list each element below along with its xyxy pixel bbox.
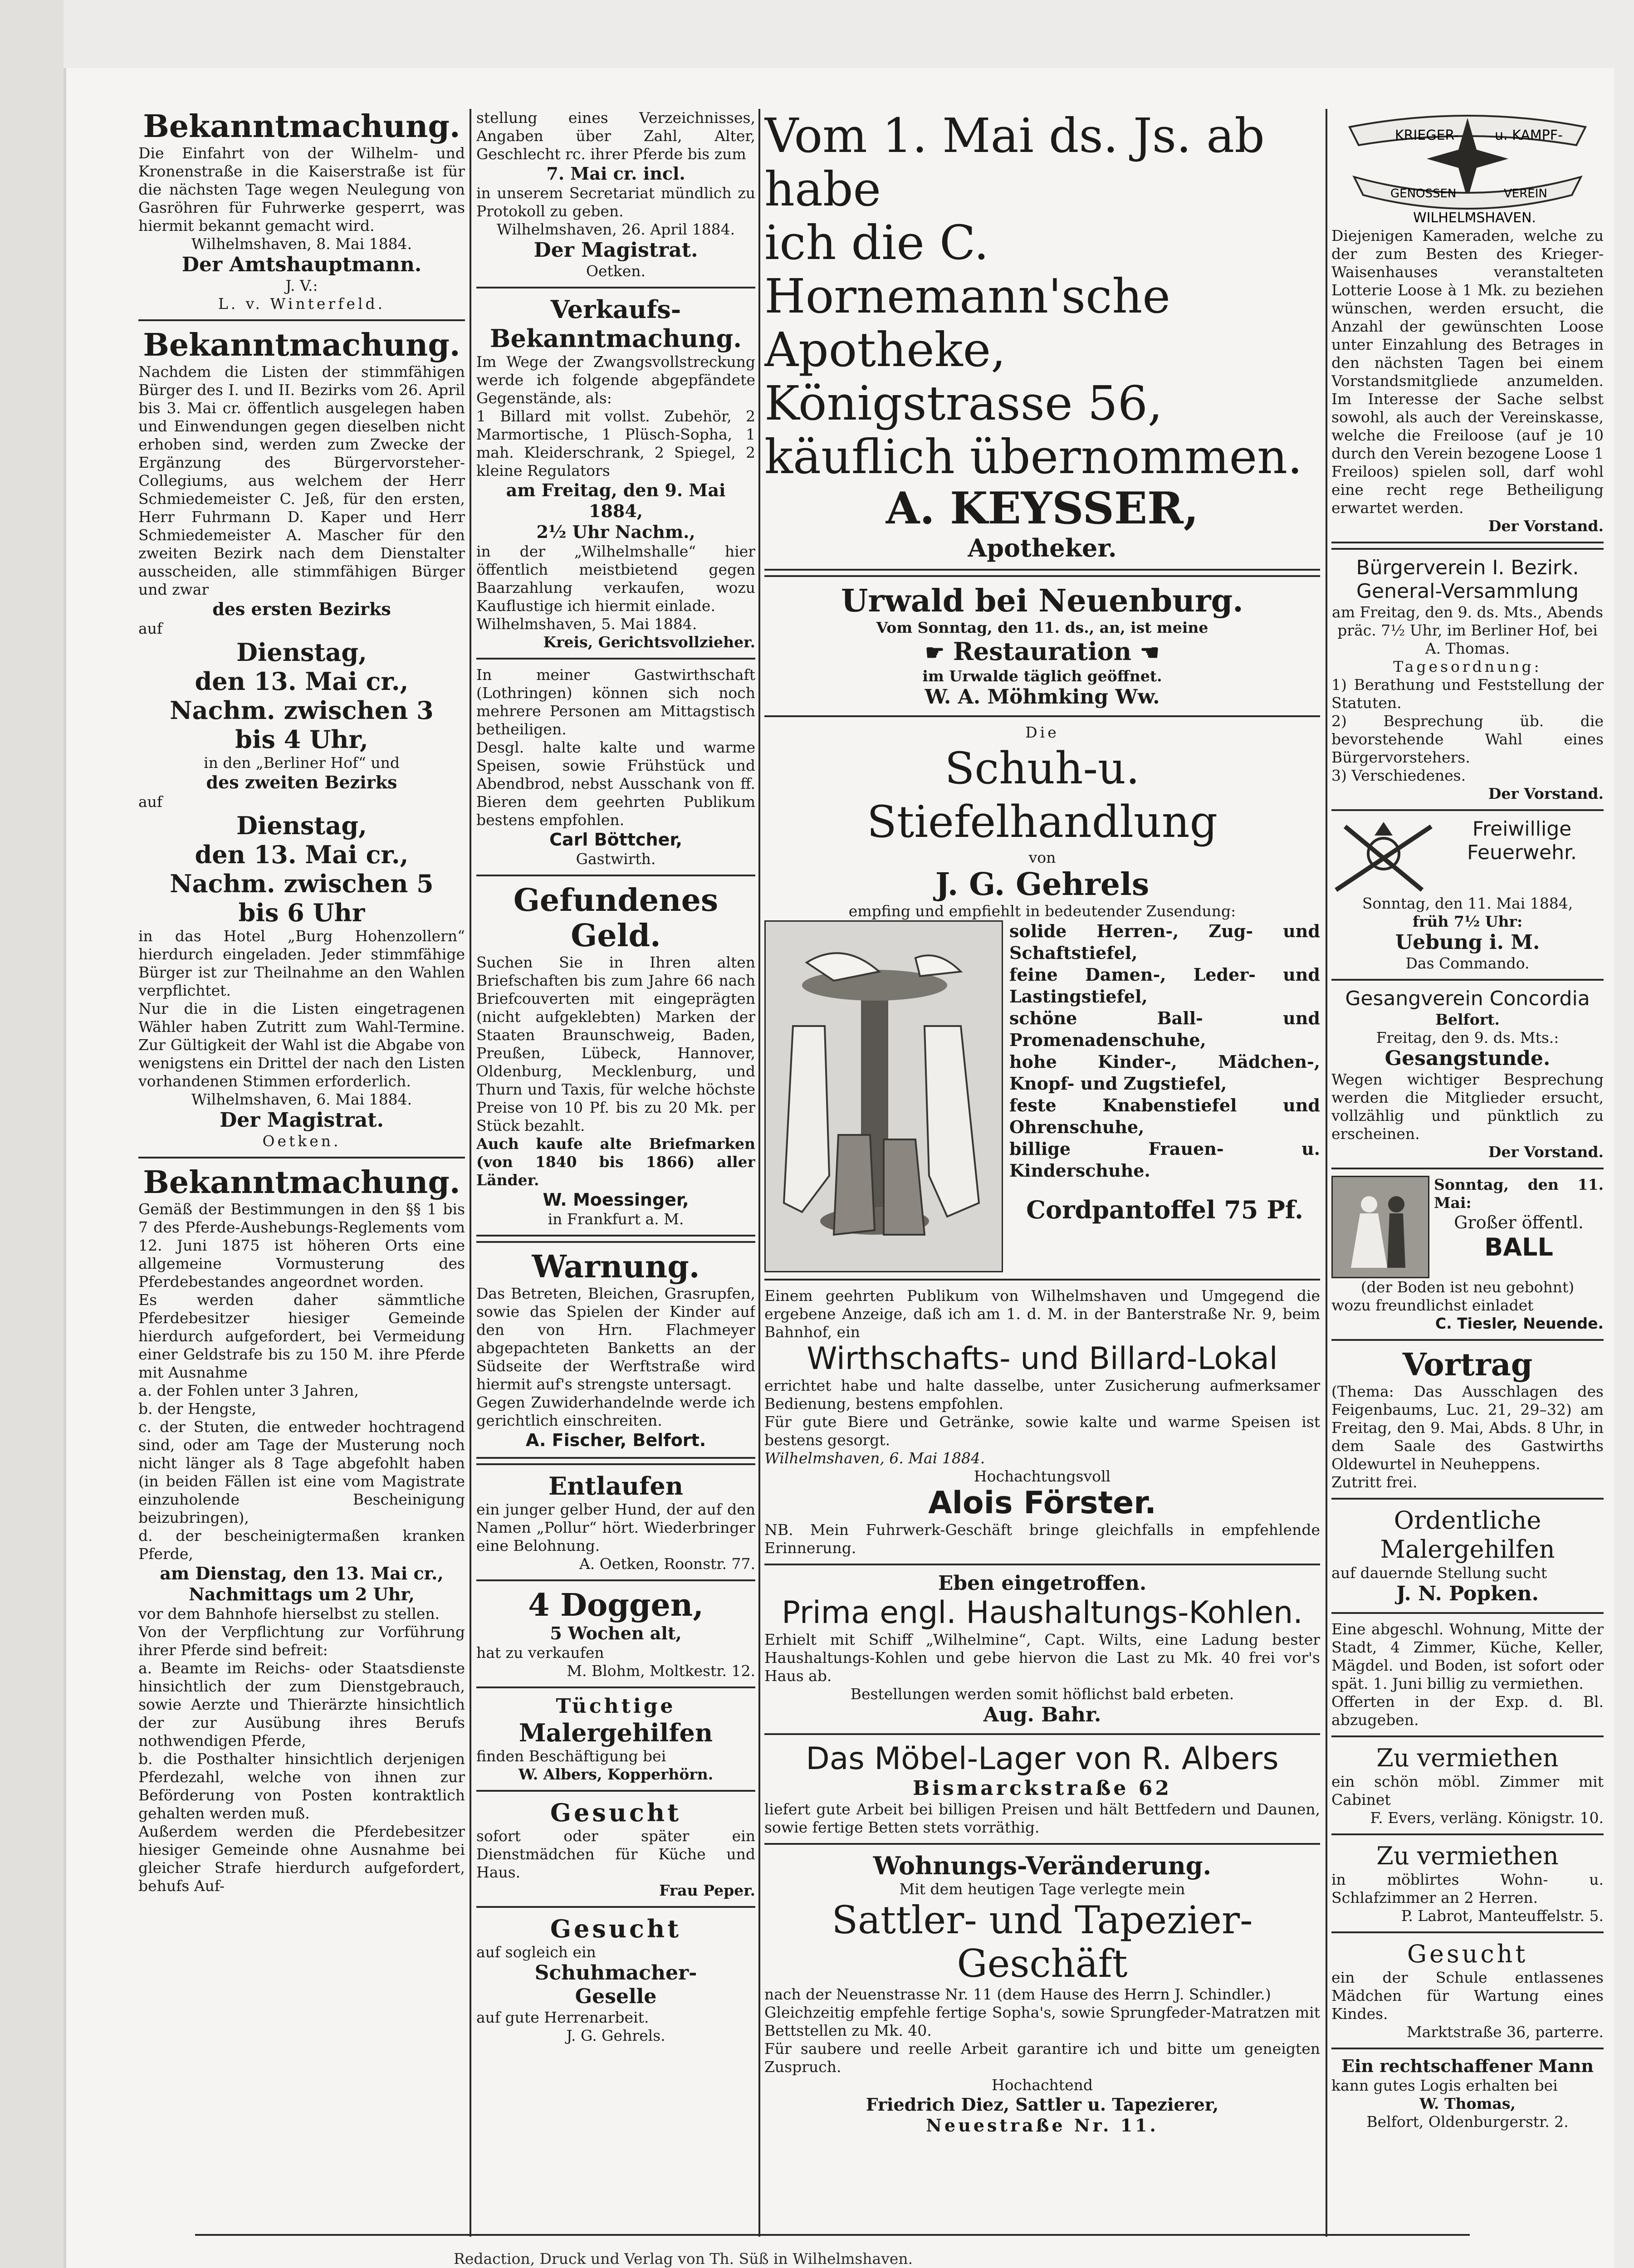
ad-name: A. KEYSSER, [885,483,1199,534]
ad-for-rent-2 [1331,1842,1604,1925]
notice-auf: auf [138,793,163,811]
emblem-city: WILHELMSHAVEN. [1413,210,1536,226]
ad-signature: F. Evers, verläng. Königstr. 10. [1370,1809,1604,1827]
ad-pre: Eben eingetroffen. [938,1572,1147,1595]
ad-subtitle: 5 Wochen alt, [550,1623,682,1643]
notice-body: Die Einfahrt von der Wilhelm- und Kronenstraße in die Kaiserstraße ist für die nächsten Tage wegen Neulegung von Gasröhren für Fuhrwerke gesperrt, was hiermit bekannt gemacht wird. [138,144,465,235]
ad-intro: empfing und empfiehlt in bedeutender Zusendung: [848,902,1236,920]
ad-body: im Urwalde täglich geöffnet. [922,667,1162,685]
fire-brigade-emblem [1331,817,1436,894]
column-rule [1326,109,1327,2237]
ad-found-money [476,883,755,1228]
ad-signature: Der Vorstand. [1488,517,1604,535]
notice-body: in der „Wilhelmshalle“ hier öffentlich meistbietend gegen Baarzahlung verkaufen, wozu Kauflustige ich hiermit einlade. [476,543,755,615]
ad-title: Das Möbel-Lager von R. Albers [806,1741,1279,1777]
election-place: in das Hotel „Burg Hohenzollern“ hierdurch eingeladen. Jeder stimmfähige Bürger ist zur Theilnahme an den Wahlen verpflichtet. [138,927,465,999]
ad-place: Belfort. [1435,1011,1500,1028]
district-label: des ersten Bezirks [212,599,391,619]
ad-signature: Der Vorstand. [1488,1143,1604,1161]
notice-signature: Oetken. [262,1132,341,1150]
ad-name: Carl Böttcher, [549,830,682,850]
election-time: bis 6 Uhr [238,898,365,927]
list-item: c. der Stuten, die entweder hochtragend sind, oder am Tage der Musterung noch nicht länger als 8 Tage abgefohlt haben (in beiden Fällen ist eine vom Magistrate einzuholende Bescheinigung beizubringen), [138,1418,465,1526]
ad-title: Sattler- und Tapezier-Geschäft [832,1898,1253,1986]
ad-body: Zutritt frei. [1331,1473,1418,1491]
ad-title: Ordentliche [1394,1506,1541,1535]
ad-body: sofort oder später ein Dienstmädchen für Küche und Haus. [476,1827,755,1881]
emblem-text-bottom-left: GENOSSEN [1390,187,1457,200]
divider [764,1279,1320,1281]
ad-signature: M. Blohm, Moltkestr. 12. [567,1662,755,1680]
ad-signature: Der Vorstand. [1488,785,1604,802]
divider [476,875,755,876]
notice-election [138,327,465,1150]
product-item: feine Damen-, Leder- und Lastingstiefel, [1009,964,1320,1007]
ad-wanted-shoemaker [476,1914,755,2045]
ad-signature: A. Fischer, Belfort. [525,1430,706,1450]
product-item: billige Frauen- u. Kinderschuhe. [1009,1139,1320,1181]
ad-address: Marktstraße 36, parterre. [1406,2023,1604,2041]
sale-time: 2½ Uhr Nachm., [536,522,695,542]
ad-signature: J. G. Gehrels. [566,2027,665,2044]
list-item: d. der bescheinigtermaßen kranken Pferde, [138,1527,465,1563]
ad-body: Desgl. halte kalte und warme Speisen, sowie Frühstück und Abendbrod, nebst Ausschank von ff. Bieren dem geehrten Publikum bestens empfohlen. [476,738,755,829]
notice-body: Im Wege der Zwangsvollstreckung werde ich folgende abgepfändete Gegenstände, als: [476,353,755,407]
boots-illustration [764,920,1003,1272]
divider [1331,1339,1604,1341]
ad-ball [1331,1176,1604,1333]
ad-title: Malergehilfen [519,1718,713,1747]
ad-title: Gesangverein Concordia [1345,987,1590,1010]
ad-body: ein schön möbl. Zimmer mit Cabinet [1331,1773,1604,1809]
ad-signature: W. Thomas, [1419,2095,1516,2112]
ad-title: Schuh-u. Stiefelhandlung [866,743,1218,847]
ad-title: Prima engl. Haushaltungs-Kohlen. [782,1595,1303,1631]
pointing-hand-left-icon: ☚ [1140,640,1159,665]
notice-note: Nur die in die Listen eingetragenen Wähler haben Zutritt zum Wahl-Termine. Zur Gültigkeit der Wahl ist die Abgabe von wenigstens ein Drittel der nach den Listen vorhandenen Stimmen erforderlich. [138,1000,465,1090]
ad-hoch: Hochachtungsvoll [974,1467,1111,1485]
ad-title: Entlaufen [548,1471,683,1501]
ad-title: Warnung. [532,1249,700,1285]
ad-body: auf dauernde Stellung sucht [1331,1564,1547,1582]
ad-krieger-verein [1331,109,1604,535]
ad-title: Zu vermiethen [1376,1842,1559,1870]
ad-headline: Apotheke, Königstrasse 56, [764,322,1163,431]
notice-title: Bekanntmachung. [143,327,460,363]
ad-title: Gesucht [550,1798,682,1827]
divider [1331,1833,1604,1835]
divider [1331,1735,1604,1737]
ad-body: Suchen Sie in Ihren alten Briefschaften bis zum Jahre 66 nach Briefcouverten mit eingeprägten (nicht aufgeklebten) Marken der Staaten Braunschweig, Baden, Preußen, Lübeck, Hannover, Oldenburg, Mecklenburg, und Thurn und Taxis, für welche höchste Preise von 10 Pf. bis zu 20 Mk. per Stück bezahlt. [476,953,755,1134]
ad-line: (der Boden ist neu gebohnt) [1360,1278,1575,1296]
ad-doggen [476,1588,755,1680]
notice-date: Wilhelmshaven, 26. April 1884. [496,220,735,238]
ad-role: Apotheker. [968,533,1117,562]
divider [1331,1168,1604,1169]
boots-image [766,922,1002,1271]
ad-title: Gesucht [550,1914,682,1943]
divider [476,1235,755,1243]
ad-title: Malergehilfen [1380,1535,1555,1564]
ad-fire-brigade [1331,817,1604,973]
ad-lodging [1331,2056,1604,2131]
ad-title: Bürgerverein I. Bezirk. [1356,556,1579,579]
ad-title: Restauration [953,637,1131,666]
list-item: a. Beamte im Reichs- oder Staatsdienste hinsichtlich der zum Dienstgebrauch, sowie Aerzte und Thierärzte hinsichtlich der zur Ausübung ihres Berufs nothwendigen Pferde, [138,1659,465,1750]
ad-body: kann gutes Logis erhalten bei [1331,2077,1558,2094]
ad-title: Freiwillige [1472,817,1572,841]
ad-body: errichtet habe und halte dasselbe, unter Zusicherung aufmerksamer Bedienung, bestens empfohlen. [764,1377,1320,1413]
ad-title: Tüchtige [556,1695,676,1718]
ad-signature: P. Labrot, Manteuffelstr. 5. [1401,1907,1604,1925]
election-date: den 13. Mai cr., [195,667,409,696]
list-item: a. der Fohlen unter 3 Jahren, [138,1382,359,1399]
ad-body: Eine abgeschl. Wohnung, Mitte der Stadt, 4 Zimmer, Küche, Keller, Mägdel. und Boden, ist sofort oder spät. 1. Juni billig zu vermiethen. [1331,1620,1604,1692]
notice-body: Außerdem werden die Pferdebesitzer hiesiger Gemeinde ohne Ausnahme bei gleicher Strafe hierdurch aufgefordert, behufs Auf- [138,1823,465,1895]
ad-name: Friedrich Diez, Sattler u. Tapezierer, [866,2094,1219,2115]
agenda-item: 2) Besprechung üb. die bevorstehende Wahl eines Bürgervorstehers. [1331,712,1604,766]
ad-signature: Aug. Bahr. [983,1703,1101,1726]
ad-title: Wohnungs-Veränderung. [873,1851,1212,1880]
product-item: solide Herren-, Zug- und Schaftstiefel, [1009,921,1320,963]
ad-body: Diejenigen Kameraden, welche zu der zum Besten des Krieger-Waisenhauses veranstalteten Lotterie Loose à 1 Mk. zu beziehen wünschen, werden ersucht, die Anzahl der gewünschten Loose unter Einzahlung des Betrages in den nächsten Tagen bei einem Vorstandsmitgliede anzumelden. Im Interesse der Sache selbst sowohl, als auch der Vereinskasse, welche die Freiloose (auf je 10 durch den Verein bezogene Loose 1 Freiloos) spielen soll, darf wohl eine recht rege Betheiligung erwartet werden. [1331,227,1604,517]
column-rule [758,109,760,2237]
product-item: schöne Ball- und Promenadenschuhe, [1009,1008,1320,1050]
notice-road-closure [138,109,465,313]
ad-body: Gleichzeitig empfehle fertige Sopha's, sowie Sprungfeder-Matratzen mit Bettstellen zu Mk. 40. [764,2004,1320,2039]
ad-body: Offerten in der Exp. d. Bl. abzugeben. [1331,1693,1604,1729]
deadline: 7. Mai cr. incl. [546,163,685,184]
ad-shoe-store [764,723,1320,1272]
ad-billard-lokal [764,1287,1320,1557]
ad-address: Belfort, Oldenburgerstr. 2. [1366,2113,1569,2131]
ad-line: Großer öffentl. [1454,1212,1584,1232]
pointing-hand-right-icon: ☛ [925,640,945,665]
ball-illustration [1331,1176,1429,1278]
ad-name: W. Moessinger, [543,1190,689,1210]
ad-body: auf sogleich ein [476,1943,596,1961]
ad-warning [476,1249,755,1451]
ad-title: Gefundenes Geld. [513,882,719,954]
notice-continuation [476,109,755,280]
divider [1331,1612,1604,1614]
ad-place: in Frankfurt a. M. [548,1210,684,1228]
ad-signature: J. N. Popken. [1396,1582,1539,1605]
ad-event: Uebung i. M. [1395,931,1540,954]
ad-name: J. G. Gehrels [935,866,1150,903]
ad-von: von [1028,849,1056,866]
ad-coal [764,1572,1320,1727]
ad-body: liefert gute Arbeit bei billigen Preisen und hält Bettfedern und Daunen, sowie fertige Betten stets vorräthig. [764,1800,1320,1836]
notice-date: Wilhelmshaven, 5. Mai 1884. [476,615,697,633]
district-label: des zweiten Bezirks [206,772,397,792]
list-item: b. die Posthalter hinsichtlich derjenigen Pferdezahl, welche von ihnen zur Beförderung von Posten kontraktlich gehalten werden muß. [138,1750,465,1822]
ad-event: Gesangstunde. [1384,1047,1551,1070]
ad-lost-dog [476,1471,755,1573]
notice-body: Nachdem die Listen der stimmfähigen Bürger des I. und II. Bezirks vom 26. April bis 3. Mai cr. öffentlich ausgelegen haben und Einwendungen gegen dieselben nicht erhoben sind, werden zum Zwecke der Ergänzung des Bürgervorsteher-Collegiums, aus welchem der Herr Schmiedemeister C. Jeß, für den ersten, Herr Fuhrmann D. Kaper und Herr Schmiedemeister A. Mascher für den zweiten Bezirk nach dem Dienstalter ausscheiden, alle stimmfähigen Bürger und zwar [138,363,465,598]
ad-time: früh 7½ Uhr: [1412,913,1523,930]
ad-title: General-Versammlung [1356,580,1579,603]
ad-intro: Einem geehrten Publikum von Wilhelmshaven und Umgegend die ergebene Anzeige, daß ich am 1. d. M. in der Banterstraße Nr. 9, beim Bahnhof, ein [764,1287,1320,1341]
divider [764,715,1320,717]
ad-title: 4 Doggen, [528,1587,704,1623]
ad-saddler [764,1851,1320,2136]
ad-body: Für saubere und reelle Arbeit garantire ich und bitte um geneigten Zuspruch. [764,2040,1320,2076]
ad-lecture [1331,1347,1604,1491]
divider [476,1457,755,1465]
ad-body: Gegen Zuwiderhandelnde werde ich gerichtlich einschreiten. [476,1393,755,1429]
ad-role: Gastwirth. [576,850,656,868]
divider [476,658,755,660]
emblem-text-right: u. KAMPF- [1495,127,1563,143]
ad-headline: Vom 1. Mai ds. Js. ab habe [764,109,1265,217]
ad-body: Freitag, den 9. ds. Mts.: [1376,1029,1559,1046]
ad-wanted-girl [1331,1940,1604,2041]
notice-signature: L. v. Winterfeld. [218,295,386,313]
ad-line: Sonntag, den 11. Mai: [1434,1176,1604,1212]
notice-date: Wilhelmshaven, 6. Mai 1884. [191,1090,412,1108]
ad-concordia [1331,987,1604,1161]
ad-body: auf gute Herrenarbeit. [476,2009,649,2026]
column-2 [476,109,755,2237]
notice-signature: Kreis, Gerichtsvollzieher. [543,633,755,651]
divider [138,1157,465,1158]
ad-body: in möblirtes Wohn- u. Schlafzimmer an 2 Herren. [1331,1871,1604,1906]
divider [476,287,755,288]
election-time: bis 4 Uhr, [235,725,368,754]
notice-title: Verkaufs-Bekanntmachung. [489,295,742,353]
column-rule [470,109,471,2237]
divider [764,1843,1320,1845]
ad-title: Zu vermiethen [1376,1744,1559,1772]
ad-body: am Freitag, den 9. ds. Mts., Abends präc. 7½ Uhr, im Berliner Hof, bei A. Thomas. [1332,603,1603,657]
ad-apartment [1331,1620,1604,1729]
ad-body: nach der Neuenstrasse Nr. 11 (dem Hause des Herrn J. Schindler.) [764,1985,1271,2003]
footer-imprint: Redaction, Druck und Verlag von Th. Süß in Wilhelmshaven. [454,2250,913,2268]
election-date: den 13. Mai cr., [195,840,409,869]
notice-iv: J. V.: [285,277,318,294]
ad-headline: käuflich übernommen. [764,429,1303,484]
ad-body: Das Betreten, Bleichen, Grasrupfen, sowie das Spielen der Kinder auf den von Hrn. Flachmeyer abgepachteten Banketts an der Südseite der Werftstraße wird hiermit auf's strengste untersagt. [476,1285,755,1393]
ad-body: Vom Sonntag, den 11. ds., an, ist meine [876,619,1208,636]
agenda-title: Tagesordnung: [1393,658,1542,675]
product-item: feste Knabenstiefel und Ohrenschuhe, [1009,1095,1320,1137]
ad-signature: W. A. Möhmking Ww. [925,685,1160,709]
ad-signature: Frau Peper. [659,1882,755,1899]
ad-furniture [764,1741,1320,1837]
sale-when: am Freitag, den 9. Mai 1884, [506,480,726,521]
ad-signature: A. Oetken, Roonstr. 77. [579,1555,755,1573]
ad-die: Die [1025,723,1059,741]
election-day: Dienstag, [236,638,367,667]
ad-body: Wegen wichtiger Besprechung werden die Mitglieder ersucht, vollzählig und pünktlich zu erscheinen. [1331,1070,1604,1143]
ad-body: Auch kaufe alte Briefmarken (von 1840 bis 1866) aller Länder. [476,1135,755,1189]
ad-title: BALL [1484,1233,1553,1261]
divider [476,1906,755,1908]
ad-wanted-maid [476,1798,755,1900]
ad-nb: NB. Mein Fuhrwerk-Geschäft bringe gleichfalls in empfehlende Erinnerung. [764,1521,1320,1557]
notice-auf: auf [138,620,163,637]
ad-urwald [764,583,1320,709]
column-1 [138,109,465,2237]
ad-body: ein der Schule entlassenes Mädchen für Wartung eines Kindes. [1331,1969,1604,2023]
ad-body: Bestellungen werden somit höflichst bald erbeten. [850,1685,1234,1703]
sale-notice [476,295,755,651]
emblem-text-left: KRIEGER- [1395,127,1459,143]
divider [1331,1931,1604,1933]
column-4 [1331,109,1604,2237]
notice-office: Der Magistrat. [220,1109,384,1132]
notice-office: Der Amtshauptmann. [181,253,422,276]
muster-where: vor dem Bahnhofe hierselbst zu stellen. [138,1605,440,1623]
product-item: hohe Kinder-, Mädchen-, Knopf- und Zugstiefel, [1009,1051,1320,1094]
krieger-verein-emblem [1340,109,1595,227]
ad-address: Bismarckstraße 62 [913,1777,1172,1800]
ad-headline: ich die C. Hornemann'sche [764,215,1170,324]
divider [476,1790,755,1792]
ad-body: ein junger gelber Hund, der auf den Namen „Pollur“ hört. Wiederbringer eine Belohnung. [476,1501,755,1554]
ad-title: Wirthschafts- und Billard-Lokal [807,1341,1278,1377]
ad-body: Erhielt mit Schiff „Wilhelmine“, Capt. Wilts, eine Ladung bester Haushaltungs-Kohlen und gebe hiervon die Last zu Mk. 40 frei vor's Haus ab. [764,1631,1320,1685]
notice-title: Bekanntmachung. [143,109,460,145]
ad-body: Für gute Biere und Getränke, sowie kalte und warme Speisen ist bestens gesorgt. [764,1413,1320,1449]
notice-horse-muster [138,1165,465,1895]
emblem-text-bottom-right: VEREIN [1504,187,1547,200]
ad-title: Vortrag [1402,1347,1533,1383]
election-time: Nachm. zwischen 5 [170,869,434,898]
ad-buergerverein [1331,556,1604,803]
ad-address: Neuestraße Nr. 11. [926,2115,1159,2136]
ad-signature: W. Albers, Kopperhörn. [518,1765,714,1783]
ad-hoch: Hochachtend [992,2076,1093,2094]
notice-body: Es werden daher sämmtliche Pferdebesitzer hiesiger Gemeinde hierdurch aufgefordert, bei Vermeidung einer Geldstrafe bis zu 150 M. ihre Pferde mit Ausnahme [138,1291,465,1381]
ad-line: wozu freundlichst einladet [1331,1296,1534,1314]
notice-body: Gemäß der Bestimmungen in den §§ 1 bis 7 des Pferde-Aushebungs-Reglements vom 12. Juni 1875 ist höheren Orts eine allgemeine Vormusterung des Pferdebestandes angeordnet worden. [138,1200,465,1290]
notice-signature: Oetken. [586,262,646,280]
page-binding [0,0,64,2268]
divider [764,569,1320,577]
sale-items: 1 Billard mit vollst. Zubehör, 2 Marmortische, 1 Plüsch-Sopha, 1 mah. Kleiderschrank, 2 Spiegel, 2 kleine Regulators [476,407,755,479]
notice-office: Der Magistrat. [533,239,698,262]
ad-painters-wanted [1331,1506,1604,1606]
notice-date: Wilhelmshaven, 8. Mai 1884. [191,235,412,253]
ad-for-rent-1 [1331,1744,1604,1827]
ad-body: (Thema: Das Ausschlagen des Feigenbaums, Luc. 21, 29–32) am Freitag, den 9. Mai, Abds. 8 Uhr, in dem Saale des Gastwirths Oldewurtel in Neuheppens. [1331,1383,1604,1473]
election-time: Nachm. zwischen 3 [170,696,434,725]
ad-body: hat zu verkaufen [476,1644,604,1662]
ad-title: Ein rechtschaffener Mann [1341,2056,1594,2076]
agenda-item: 3) Verschiedenes. [1331,767,1466,784]
notice-body: stellung eines Verzeichnisses, Angaben über Zahl, Alter, Geschlecht rc. ihrer Pferde bis zum [476,109,755,163]
ad-apotheke [764,109,1320,562]
divider [138,319,465,321]
election-day: Dienstag, [236,811,367,840]
divider [1331,979,1604,981]
divider [1331,2048,1604,2049]
divider [1331,1498,1604,1500]
notice-body: Von der Verpflichtung zur Vorführung ihrer Pferde sind befreit: [138,1623,465,1659]
ad-body: finden Beschäftigung bei [476,1747,666,1765]
product-extra: Cordpantoffel 75 Pf. [1026,1195,1303,1224]
ad-boettcher [476,666,755,868]
divider [764,1733,1320,1735]
divider [764,1564,1320,1565]
divider [1331,542,1604,550]
ad-name: Alois Förster. [928,1485,1156,1521]
ad-signature: C. Tiesler, Neuende. [1435,1315,1604,1332]
ad-painters [476,1695,755,1784]
notice-title: Bekanntmachung. [143,1164,460,1201]
list-item: b. der Hengste, [138,1400,256,1418]
ad-title: Schuhmacher- [534,1961,697,1984]
ad-title: Gesucht [1407,1940,1528,1968]
ad-body: Sonntag, den 11. Mai 1884, [1362,894,1573,912]
ad-signature: Das Commando. [1405,954,1530,972]
ad-title: Geselle [575,1985,657,2008]
muster-when: am Dienstag, den 13. Mai cr., Nachmittags um 2 Uhr, [160,1563,444,1604]
ad-body: In meiner Gastwirthschaft (Lothringen) können sich noch mehrere Personen am Mittagstisch betheiligen. [476,666,755,738]
ad-date: Wilhelmshaven, 6. Mai 1884. [764,1449,985,1467]
column-3 [764,109,1320,2237]
ad-title: Urwald bei Neuenburg. [841,583,1243,619]
divider [476,1579,755,1581]
agenda-item: 1) Berathung und Feststellung der Statuten. [1331,676,1604,712]
election-place: in den „Berliner Hof“ und [204,754,400,772]
notice-body: in unserem Secretariat mündlich zu Protokoll zu geben. [476,184,755,220]
divider [1331,809,1604,811]
divider [476,1686,755,1688]
ad-intro: Mit dem heutigen Tage verlegte mein [899,1880,1185,1898]
footer-rule [195,2234,1470,2236]
ad-title: Feuerwehr. [1467,841,1577,864]
